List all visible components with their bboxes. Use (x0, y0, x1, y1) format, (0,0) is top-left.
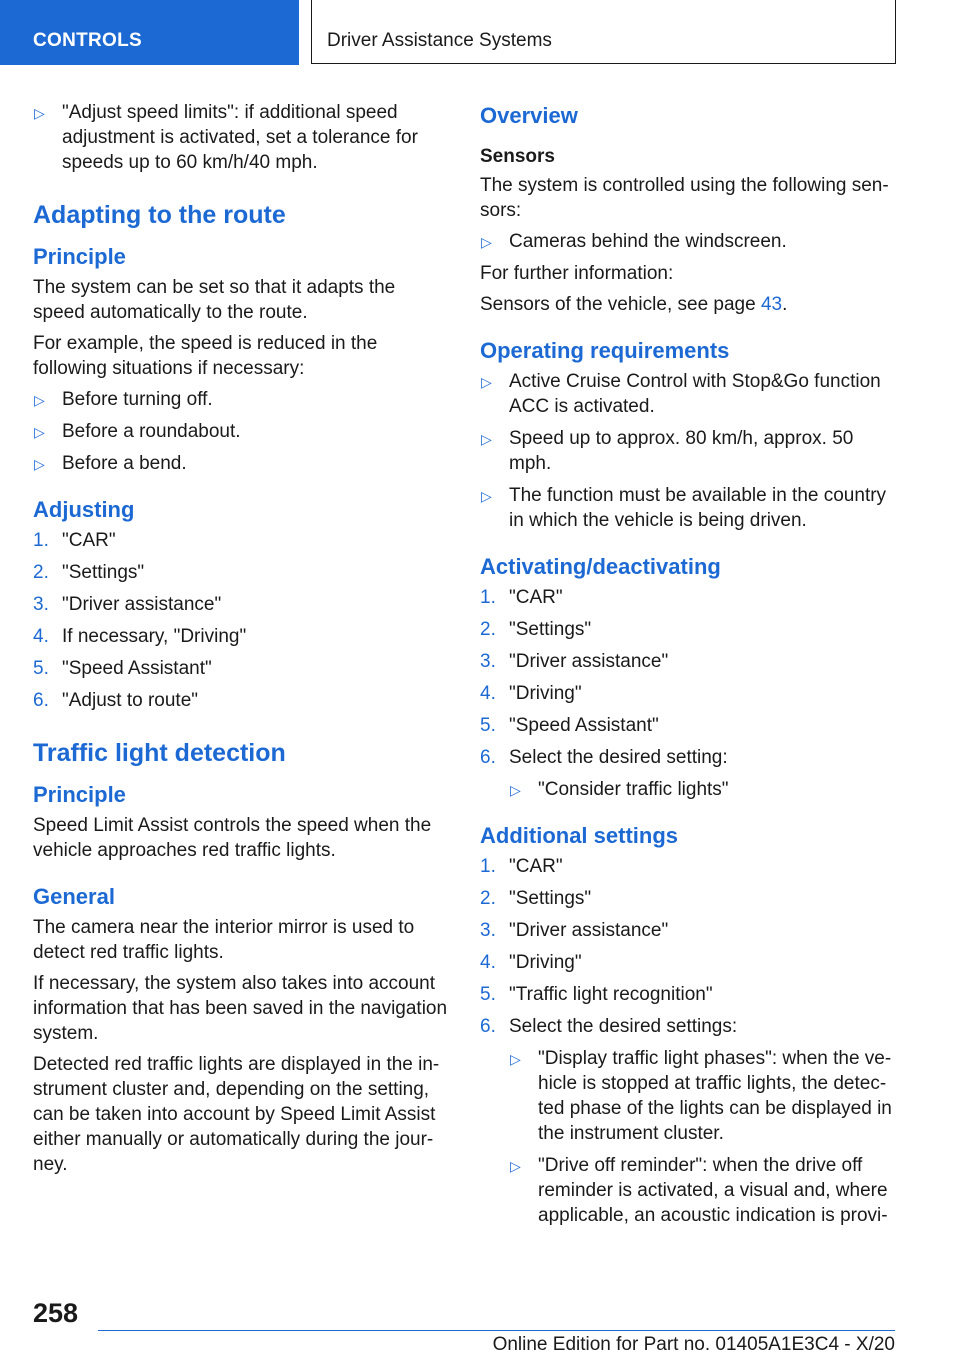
adjusting-steps (33, 528, 448, 713)
subheading-general: General (33, 884, 115, 909)
paragraph: Detected red traffic lights are displayed in the in-strument cluster and, depending on the setting, can be taken into account by Speed Limit Assist either manually or automatically during the jour-ney. (33, 1054, 440, 1175)
list-item: ▷ "Drive off reminder": when the drive off reminder is activated, a visual and, where applicable, an acoustic indication is provi- (510, 1155, 888, 1226)
triangle-right-icon: ▷ (481, 234, 492, 250)
additional-sub-list (509, 1046, 896, 1228)
activating-steps (480, 585, 896, 802)
chapter-title: Driver Assistance Systems (327, 30, 552, 51)
list-item: ▷ "Display traffic light phases": when the ve-hicle is stopped at traffic lights, the detec-ted phase of the lights can be displayed in the instrument cluster. (510, 1048, 892, 1144)
subheading-requirements: Operating requirements (480, 338, 730, 363)
subheading-activating: Activating/deactivating (480, 554, 721, 579)
step-item: 3. "Driver assistance" (33, 594, 222, 615)
step-item: 4. "Driving" (480, 952, 582, 973)
triangle-right-icon: ▷ (510, 1051, 521, 1067)
list-item: ▷ Cameras behind the windscreen. (480, 229, 896, 254)
paragraph: The system is controlled using the following sen-sors: (480, 175, 889, 221)
step-item: 2. "Settings" (480, 619, 592, 640)
triangle-right-icon: ▷ (34, 424, 45, 440)
triangle-right-icon: ▷ (510, 1158, 521, 1174)
triangle-right-icon: ▷ (481, 431, 492, 447)
step-item: 3. "Driver assistance" (480, 920, 669, 941)
subheading-overview: Overview (480, 103, 578, 128)
paragraph: For example, the speed is reduced in the following situations if necessary: (33, 333, 378, 379)
footer-edition: Online Edition for Part no. 01405A1E3C4 - X/20 (492, 1334, 895, 1355)
step-item: 6. Select the desired setting: ▷ "Consider traffic lights" (480, 745, 896, 802)
triangle-right-icon: ▷ (510, 782, 521, 798)
triangle-right-icon: ▷ (34, 456, 45, 472)
section-title: CONTROLS (33, 30, 143, 51)
section-heading-traffic: Traffic light detection (33, 739, 286, 767)
step-item: 1. "CAR" (33, 530, 116, 551)
list-item: ▷ Speed up to approx. 80 km/h, approx. 50 mph. (481, 428, 854, 474)
intro-list (33, 100, 448, 175)
additional-steps (480, 854, 896, 1228)
triangle-right-icon: ▷ (481, 488, 492, 504)
section-tab (0, 0, 299, 65)
step-item: 3. "Driver assistance" (480, 651, 669, 672)
requirements-list (480, 369, 896, 533)
footer-divider (98, 1330, 895, 1331)
step-item: 5. "Speed Assistant" (33, 658, 212, 679)
chapter-tab (311, 0, 896, 64)
paragraph: If necessary, the system also takes into account information that has been saved in the navigation system. (33, 973, 448, 1044)
step-item: 2. "Settings" (480, 888, 592, 909)
heading-sensors: Sensors (480, 146, 555, 167)
list-item: ▷ The function must be available in the country in which the vehicle is being driven. (481, 485, 887, 531)
list-item: ▷ "Adjust speed limits": if additional speed adjustment is activated, set a tolerance for speeds up to 60 km/h/40 mph. (34, 102, 418, 173)
sensors-list (480, 229, 896, 254)
triangle-right-icon: ▷ (34, 392, 45, 408)
subheading-principle: Principle (33, 782, 126, 807)
list-item: ▷ Before turning off. (33, 387, 448, 412)
situations-list (33, 387, 448, 476)
paragraph: The camera near the interior mirror is used to detect red traffic lights. (33, 917, 415, 963)
paragraph: For further information: (480, 263, 674, 284)
list-item: ▷ Before a roundabout. (33, 419, 448, 444)
paragraph-reference: Sensors of the vehicle, see page 43. (480, 294, 788, 315)
subheading-adjusting: Adjusting (33, 497, 135, 522)
step-item: 4. If necessary, "Driving" (33, 626, 247, 647)
section-heading-route: Adapting to the route (33, 201, 286, 229)
list-item: ▷ "Consider traffic lights" (509, 777, 896, 802)
right-column (480, 100, 896, 1235)
list-item: ▷ Active Cruise Control with Stop&Go function ACC is activated. (481, 371, 881, 417)
paragraph: The system can be set so that it adapts the speed automatically to the route. (33, 277, 396, 323)
page-link[interactable]: 43 (760, 294, 783, 315)
page-number: 258 (33, 1298, 79, 1328)
list-item: ▷ Before a bend. (33, 451, 448, 476)
step-item: 5. "Speed Assistant" (480, 715, 659, 736)
step-item: 6. Select the desired settings: ▷ "Display traffic light phases": when the ve-hicle is stopped at traffic lights, the detec-ted phase of the lights can be displayed in the instrument cluster. ▷ "Drive off reminder": when the drive off reminder is activated, a visual and, where applicable, an acoustic indication is provi- (480, 1014, 896, 1228)
subheading-additional: Additional settings (480, 823, 678, 848)
step-item: 4. "Driving" (480, 683, 582, 704)
step-item: 1. "CAR" (480, 587, 563, 608)
step-item: 5. "Traffic light recognition" (480, 984, 713, 1005)
step-item: 1. "CAR" (480, 856, 563, 877)
step-item: 2. "Settings" (33, 562, 145, 583)
paragraph: Speed Limit Assist controls the speed when the vehicle approaches red traffic lights. (33, 815, 432, 861)
triangle-right-icon: ▷ (481, 374, 492, 390)
left-column (33, 100, 448, 1183)
triangle-right-icon: ▷ (34, 105, 45, 121)
step-item: 6. "Adjust to route" (33, 690, 199, 711)
subheading-principle: Principle (33, 244, 126, 269)
activating-sub-list (509, 777, 896, 802)
